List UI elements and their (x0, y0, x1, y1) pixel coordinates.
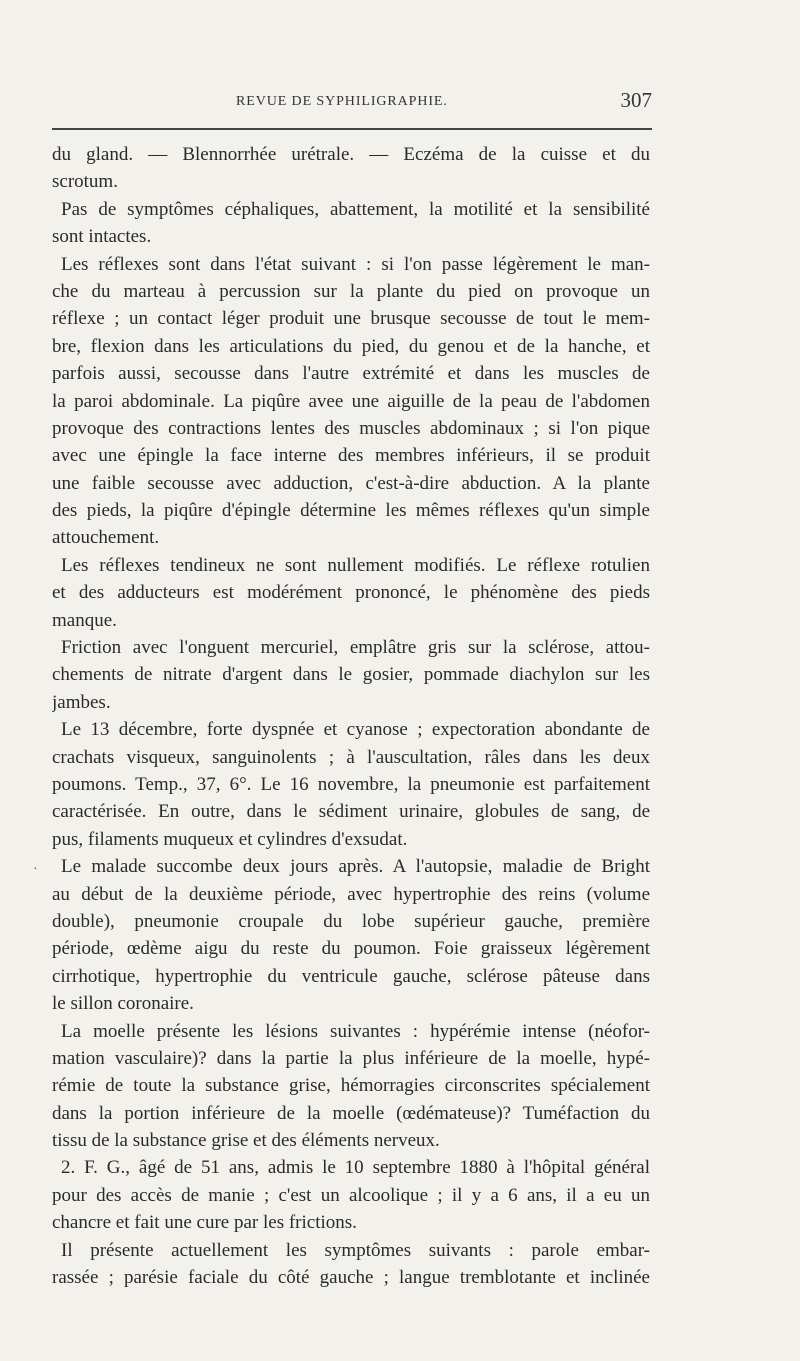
text-line: rémie de toute la substance grise, hémorragies circonscrites spécialement (52, 1075, 650, 1097)
text-line: 2. F. G., âgé de 51 ans, admis le 10 septembre 1880 à l'hôpital général (61, 1157, 650, 1179)
text-line: Il présente actuellement les symptômes suivants : parole embar- (61, 1239, 650, 1261)
text-line: réflexe ; un contact léger produit une brusque secousse de tout le mem- (52, 308, 650, 330)
text-line: au début de la deuxième période, avec hypertrophie des reins (volume (52, 883, 650, 905)
text-line: jambes. (52, 691, 111, 713)
page-header (52, 88, 652, 118)
header-rule (52, 128, 652, 130)
text-line: scrotum. (52, 171, 118, 193)
text-line: poumons. Temp., 37, 6°. Le 16 novembre, la pneumonie est parfaitement (52, 773, 650, 795)
text-line: La moelle présente les lésions suivantes : hypérémie intense (néofor- (61, 1020, 650, 1042)
text-line: période, œdème aigu du reste du poumon. Foie graisseux légèrement (52, 938, 650, 960)
text-line: provoque des contractions lentes des muscles abdominaux ; si l'on pique (52, 417, 650, 439)
text-line: et des adducteurs est modérément prononcé, le phénomène des pieds (52, 582, 650, 604)
text-line: pus, filaments muqueux et cylindres d'exsudat. (52, 828, 408, 850)
text-line: cirrhotique, hypertrophie du ventricule gauche, sclérose pâteuse dans (52, 965, 650, 987)
text-line: la paroi abdominale. La piqûre avee une aiguille de la peau de l'abdomen (52, 390, 650, 412)
text-line: une faible secousse avec adduction, c'est-à-dire abduction. A la plante (52, 472, 650, 494)
text-line: bre, flexion dans les articulations du pied, du genou et de la hanche, et (52, 335, 650, 357)
text-line: avec une épingle la face interne des membres inférieurs, il se produit (52, 445, 650, 467)
text-line: attouchement. (52, 527, 160, 549)
text-line: double), pneumonie croupale du lobe supérieur gauche, première (52, 910, 650, 932)
text-line: sont intactes. (52, 226, 152, 248)
text-line: Les réflexes tendineux ne sont nullement modifiés. Le réflexe rotulien (61, 554, 650, 576)
text-line: Le 13 décembre, forte dyspnée et cyanose ; expectoration abondante de (61, 719, 650, 741)
text-line: pour des accès de manie ; c'est un alcoolique ; il y a 6 ans, il a eu un (52, 1184, 650, 1206)
text-line: le sillon coronaire. (52, 993, 194, 1015)
text-body (52, 141, 650, 1291)
page-number: 307 (620, 88, 652, 112)
text-line: Friction avec l'onguent mercuriel, emplâtre gris sur la sclérose, attou- (61, 637, 650, 659)
text-line: chancre et fait une cure par les frictions. (52, 1212, 357, 1234)
text-line: tissu de la substance grise et des éléments nerveux. (52, 1130, 440, 1152)
text-line: Les réflexes sont dans l'état suivant : si l'on passe légèrement le man- (61, 253, 650, 275)
text-line: Pas de symptômes céphaliques, abattement, la motilité et la sensibilité (61, 198, 650, 220)
text-line: parfois aussi, secousse dans l'autre extrémité et dans les muscles de (52, 363, 650, 385)
text-line: crachats visqueux, sanguinolents ; à l'auscultation, râles dans les deux (52, 746, 650, 768)
text-line: chements de nitrate d'argent dans le gosier, pommade diachylon sur les (52, 664, 650, 686)
text-line: mation vasculaire)? dans la partie la plus inférieure de la moelle, hypé- (52, 1047, 650, 1069)
text-line: che du marteau à percussion sur la plante du pied on provoque un (52, 280, 650, 302)
text-line: dans la portion inférieure de la moelle (œdémateuse)? Tuméfaction du (52, 1102, 650, 1124)
text-line: du gland. — Blennorrhée urétrale. — Eczéma de la cuisse et du (52, 144, 650, 165)
text-line: rassée ; parésie faciale du côté gauche ; langue tremblotante et inclinée (52, 1267, 650, 1289)
text-line: manque. (52, 609, 117, 631)
text-line: des pieds, la piqûre d'épingle détermine les mêmes réflexes qu'un simple (52, 500, 650, 522)
margin-mark: · (33, 862, 38, 877)
text-line: caractérisée. En outre, dans le sédiment urinaire, globules de sang, de (52, 801, 650, 823)
text-line: Le malade succombe deux jours après. A l'autopsie, maladie de Bright (61, 856, 650, 878)
running-title: REVUE DE SYPHILIGRAPHIE. (236, 94, 448, 109)
